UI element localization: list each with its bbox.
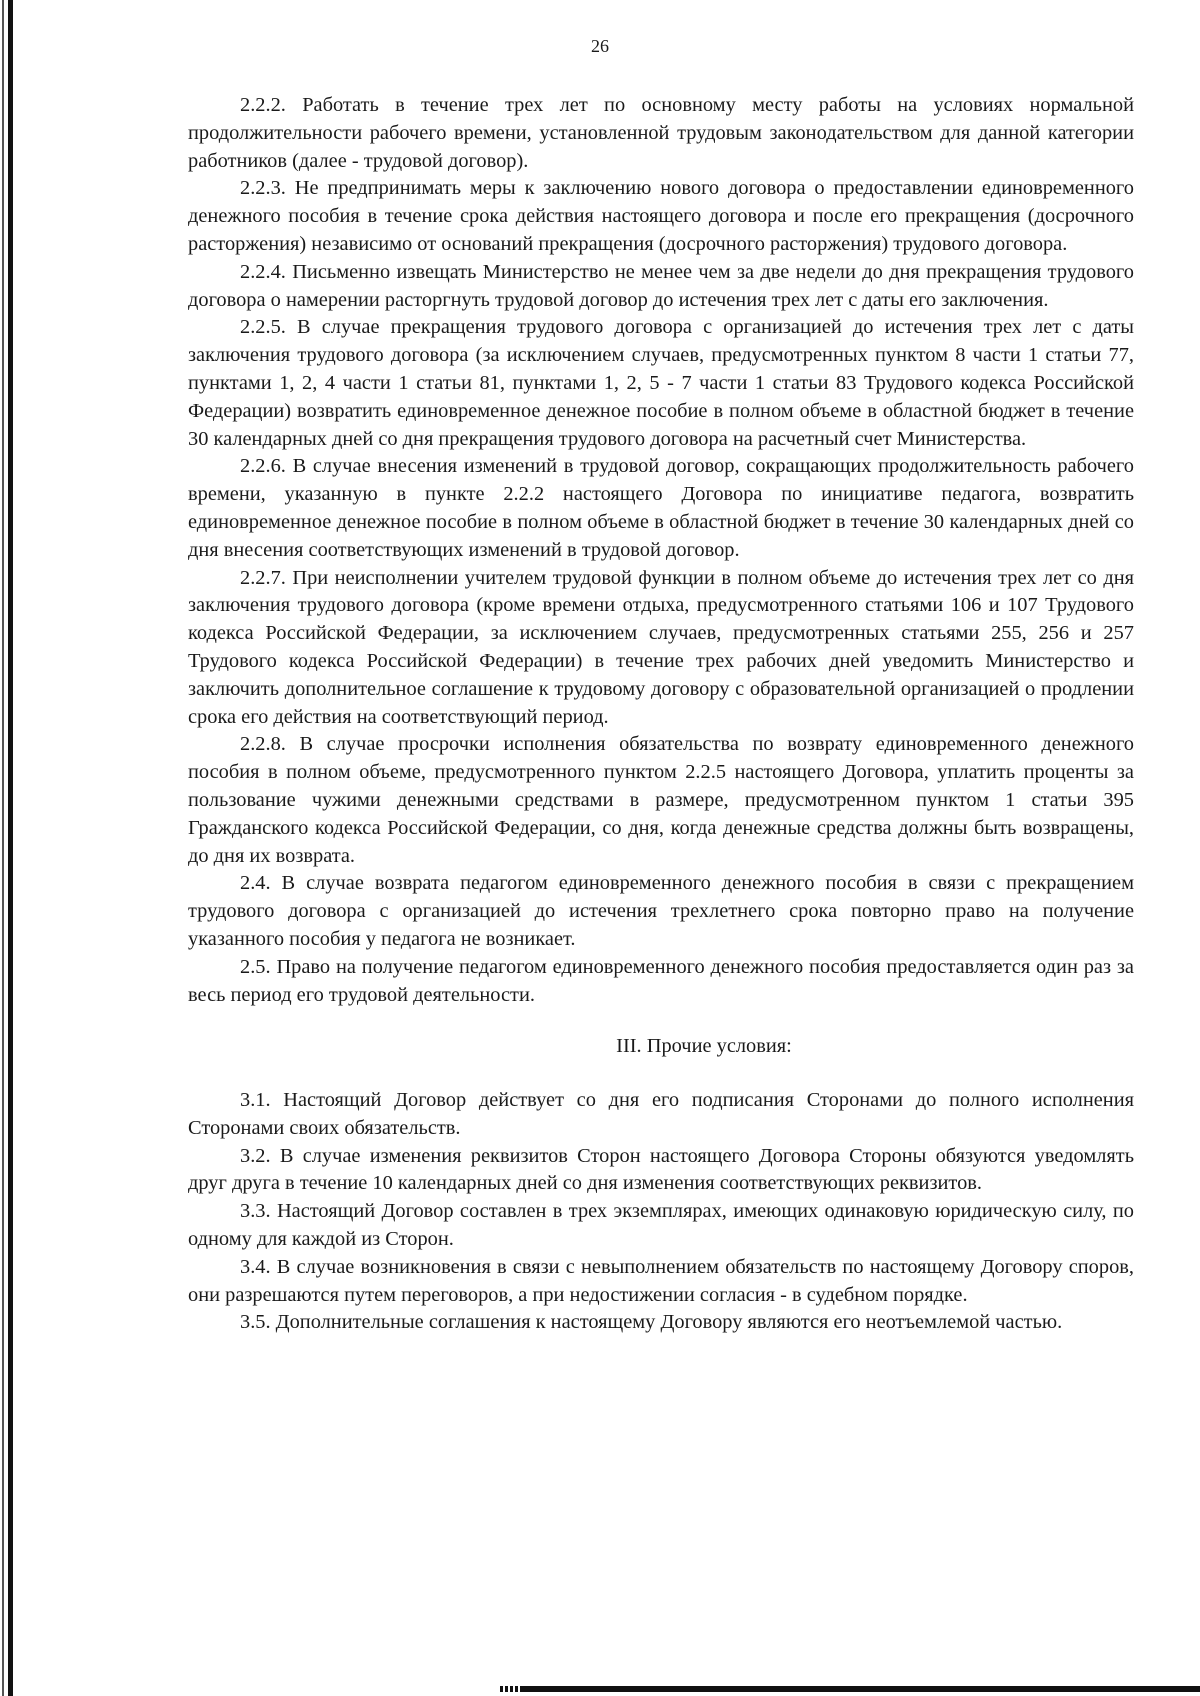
- paragraph-3-5: 3.5. Дополнительные соглашения к настоящему Договору являются его неотъемлемой частью.: [240, 1311, 1063, 1334]
- paragraph-2-5: 2.5. Право на получение педагогом единовременного денежного пособия предоставляется один раз за весь период его трудовой деятельности.: [188, 955, 1134, 1006]
- paragraph-3-2: 3.2. В случае изменения реквизитов Сторон настоящего Договора Стороны обязуются уведомлять друг друга в течение 10 календарных дней со дня изменения соответствующих реквизитов.: [188, 1144, 1134, 1195]
- scan-edge-bottom-dots: [500, 1686, 518, 1692]
- paragraph-3-1: 3.1. Настоящий Договор действует со дня его подписания Сторонами до полного исполнения Сторонами своих обязательств.: [188, 1089, 1134, 1139]
- paragraph-3-4: 3.4. В случае возникновения в связи с невыполнением обязательств по настоящему Договору споров, они разрешаются путем переговоров, а при недостижении согласия - в судебном порядке.: [188, 1255, 1134, 1306]
- paragraph-2-2-2: 2.2.2. Работать в течение трех лет по основному месту работы на условиях нормальной продолжительности рабочего времени, установленной трудовым законодательством для данной категории работников (далее - трудовой договор).: [188, 94, 1134, 172]
- paragraph-2-2-6: 2.2.6. В случае внесения изменений в трудовой договор, сокращающих продолжительность рабочего времени, указанную в пункте 2.2.2 настоящего Договора по инициативе педагога, возвратить единовременное денежное пособие в полном объеме в областной бюджет в течение 30 календарных дней со дня внесения соответствующих изменений в трудовой договор.: [188, 455, 1134, 561]
- paragraph-3-3: 3.3. Настоящий Договор составлен в трех экземплярах, имеющих одинаковую юридическую силу, по одному для каждой из Сторон.: [188, 1200, 1134, 1251]
- scan-edge-bottom: [520, 1686, 1200, 1692]
- scan-edge-left: [8, 0, 13, 1696]
- scan-edge-left-thin: [2, 0, 4, 1696]
- section-title-other-conditions: III. Прочие условия:: [616, 1035, 792, 1058]
- paragraph-2-4: 2.4. В случае возврата педагогом единовременного денежного пособия в связи с прекращением трудового договора с организацией до истечения трехлетнего срока повторно право на получение указанного пособия у педагога не возникает.: [188, 872, 1134, 950]
- paragraph-2-2-4: 2.2.4. Письменно извещать Министерство не менее чем за две недели до дня прекращения трудового договора о намерении расторгнуть трудовой договор до истечения трех лет с даты его заключения.: [188, 260, 1134, 311]
- paragraph-2-2-5: 2.2.5. В случае прекращения трудового договора с организацией до истечения трех лет с даты заключения трудового договора (за исключением случаев, предусмотренных пунктом 8 части 1 статьи 77, пунктами 1, 2, 4 части 1 статьи 81, пунктами 1, 2, 5 - 7 части 1 статьи 83 Трудового кодекса Российской Федерации) возвратить единовременное денежное пособие в полном объеме в областной бюджет в течение 30 календарных дней со дня прекращения трудового договора на расчетный счет Министерства.: [188, 316, 1134, 450]
- paragraph-2-2-3: 2.2.3. Не предпринимать меры к заключению нового договора о предоставлении единовременного денежного пособия в течение срока действия настоящего договора и после его прекращения (досрочного расторжения) независимо от оснований прекращения (досрочного расторжения) трудового договора.: [188, 177, 1134, 255]
- page-number: 26: [591, 36, 609, 56]
- paragraph-2-2-7: 2.2.7. При неисполнении учителем трудовой функции в полном объеме до истечения трех лет со дня заключения трудового договора (кроме времени отдыха, предусмотренного статьями 106 и 107 Трудового кодекса Российской Федерации, за исключением случаев, предусмотренных статьями 255, 256 и 257 Трудового кодекса Российской Федерации) в течение трех рабочих дней уведомить Министерство и заключить дополнительное соглашение к трудовому договору с образовательной организацией о продлении срока его действия на соответствующий период.: [188, 566, 1134, 728]
- paragraph-2-2-8: 2.2.8. В случае просрочки исполнения обязательства по возврату единовременного денежного пособия в полном объеме, предусмотренного пунктом 2.2.5 настоящего Договора, уплатить проценты за пользование чужими денежными средствами в размере, предусмотренном пунктом 1 статьи 395 Гражданского кодекса Российской Федерации, со дня, когда денежные средства должны быть возвращены, до дня их возврата.: [188, 733, 1134, 867]
- document-body: [188, 92, 1134, 1337]
